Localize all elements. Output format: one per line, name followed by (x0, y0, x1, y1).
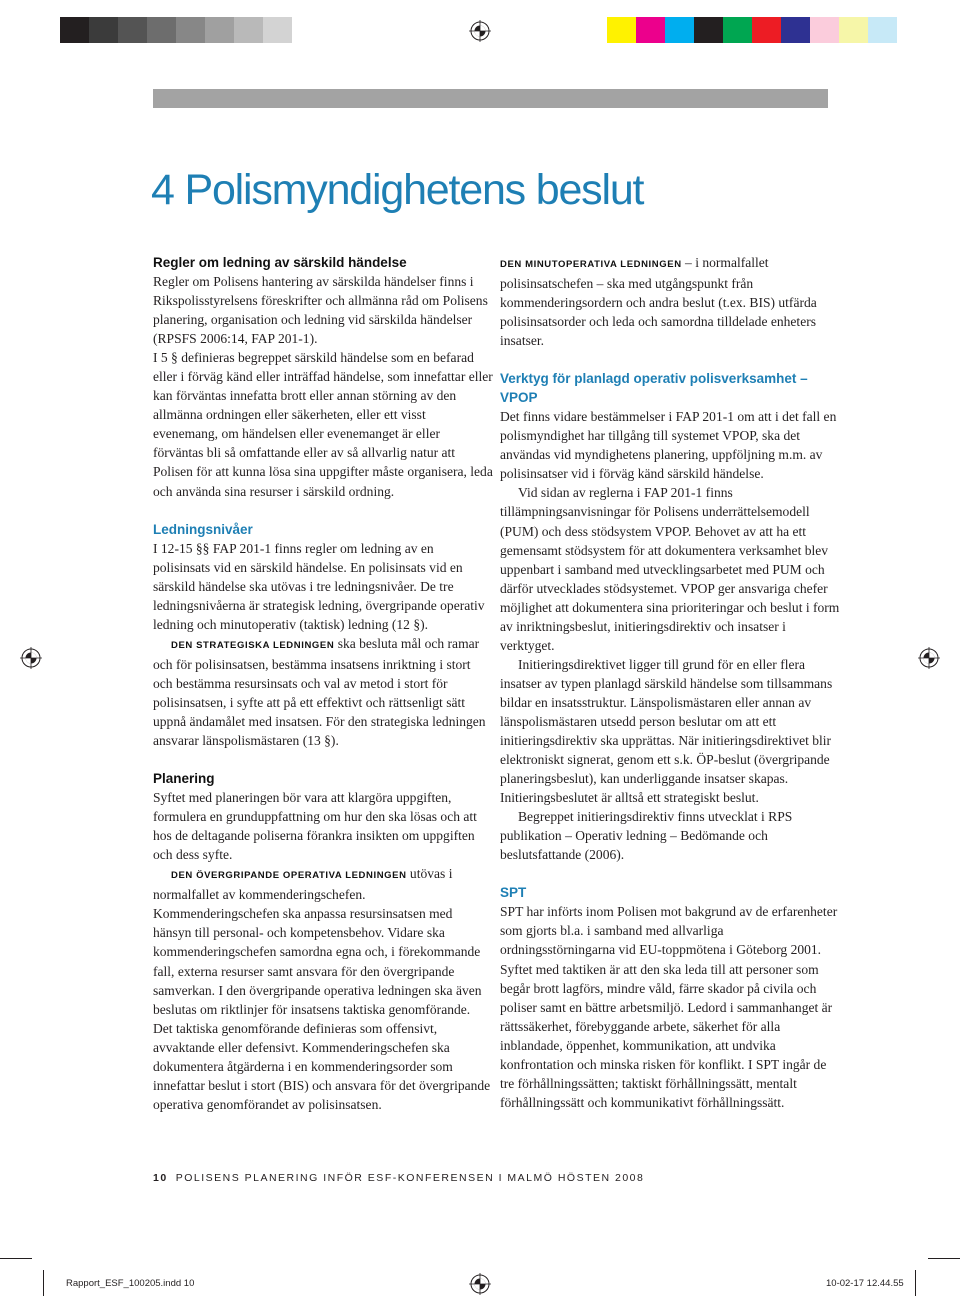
slug-filename: Rapport_ESF_100205.indd 10 (66, 1278, 195, 1289)
paragraph-regler: Regler om Polisens hantering av särskilda händelser finns i Rikspolisstyrelsens föreskrifter och allmänna råd om Polisens planering, organisation och ledning vid särskilda händelser (RPSFS 2006:14, FAP 201-1). (153, 274, 488, 347)
paragraph-overgripande (153, 864, 493, 1114)
heading-spt: SPT (500, 885, 527, 901)
color-swatch (665, 17, 694, 43)
color-swatch (694, 17, 723, 43)
paragraph-planering: Syftet med planeringen bör vara att klargöra uppgiften, formulera en grunduppfattning om hur den ska lösas och att hos de deltagande poliserna förankra insikten om uppgiften och dess syfte. (153, 790, 477, 863)
color-swatch (263, 17, 292, 43)
color-swatch (89, 17, 118, 43)
paragraph-vpop-2: Vid sidan av reglerna i FAP 201-1 finns tillämpningsanvisningar för Polisens underrättelsemodell (PUM) och dess stödsystem VPOP. Behovet av att ha ett gemensamt stödsystem för att dokumentera verksamhet blev uppenbart i samband med utvecklingsarbetet med PUM och därför utvecklades stödsystemet. VPOP ger ansvariga chefer möjlighet att dokumentera sina prioriteringar och beslut i form av inriktningsbeslut, initieringsdirektiv och insatser i verktyget. (500, 485, 840, 653)
crop-mark (0, 1258, 32, 1259)
color-swatch (118, 17, 147, 43)
text-strategiska: ska besluta mål och ramar och för polisinsatsen, bestämma insatsens inriktning i stort och bestämma resursinsats och val av metod i stort för polisinsatsen, i syfte att på ett effektivt och rättsenligt sätt uppnå ändamålet med insatsen. För den strategiska ledningen ansvarar länspolismästaren (13 §). (153, 635, 486, 749)
registration-mark-icon (469, 20, 491, 42)
color-swatch (147, 17, 176, 43)
color-swatch (205, 17, 234, 43)
paragraph-strategiska (153, 634, 493, 750)
color-swatch (810, 17, 839, 43)
registration-mark-icon (918, 647, 940, 669)
paragraph-minutoperativa (500, 253, 840, 350)
color-swatch (781, 17, 810, 43)
chapter-title: 4 Polismyndighetens beslut (151, 166, 644, 214)
color-swatch (607, 17, 636, 43)
crop-mark (915, 1270, 916, 1296)
color-swatch (868, 17, 897, 43)
smallcaps-strategiska: DEN STRATEGISKA LEDNINGEN (171, 639, 335, 651)
paragraph-vpop-3: Initieringsdirektivet ligger till grund för en eller flera insatser av typen planlagd särskild händelse som tillsammans bildar en insatsstruktur. Länspolismästaren eller annan av länspolismästaren utsedd person beslutar om att ett initieringsdirektiv ska upprättas. När initieringsdirektivet blir elektroniskt signerat, genom ett s.k. ÖP-beslut (övergripande planeringsbeslut), kan underliggande insatser skapas. Initieringsbeslutet är alltså ett strategiskt beslut. (500, 656, 833, 806)
smallcaps-overgripande: DEN ÖVERGRIPANDE OPERATIVA LEDNINGEN (171, 870, 407, 882)
color-swatch (176, 17, 205, 43)
heading-vpop: Verktyg för planlagd operativ polisverksamhet – VPOP (500, 371, 808, 406)
text-minutoperativa: – i normalfallet polisinsatschefen – ska med utgångspunkt från kommenderingsordern och andra beslut (t.ex. BIS) utfärda polisinsatsorder och leda och samordna tilldelade enheters insatser. (500, 255, 817, 349)
left-column (153, 253, 493, 1114)
running-title: POLISENS PLANERING INFÖR ESF-KONFERENSEN I MALMÖ HÖSTEN 2008 (175, 1172, 645, 1184)
text-overgripande: utövas i normalfallet av kommenderingschefen. Kommenderingschefen ska anpassa resursinsatsen med hänsyn till personal- och kompetensbehov. Vidare ska kommenderingschefen samordna egna och, i förekommande fall, externa resurser samt ansvara för den övergripande samverkan. I den övergripande operativa ledningen ska även beslutas om riktlinjer för insatsens taktiska genomförande. Det taktiska genomförande definieras som offensivt, avvaktande eller defensivt. Kommenderingschefen ska dokumentera åtgärderna i en kommenderingsorder som innefattar beslut i stort (BIS) och ansvara för det övergripande operativa genomförandet av polisinsatsen. (153, 866, 491, 1112)
color-swatch (752, 17, 781, 43)
registration-mark-icon (20, 647, 42, 669)
slug-timestamp: 10-02-17 12.44.55 (826, 1278, 904, 1289)
color-bar-right (607, 17, 897, 43)
color-swatch (636, 17, 665, 43)
crop-mark (43, 1270, 44, 1296)
paragraph-ledningsnivaer: I 12-15 §§ FAP 201-1 finns regler om ledning av en polisinsats vid en särskild händelse. En polisinsats vid en särskild händelse ska utövas i tre ledningsnivåer. De tre ledningsnivåerna är strategisk ledning, övergripande operativ ledning och minutoperativ (taktisk) ledning (12 §). (153, 540, 485, 632)
registration-mark-icon (469, 1273, 491, 1295)
right-column (500, 253, 840, 1112)
color-swatch (723, 17, 752, 43)
color-bar-left (60, 17, 292, 43)
paragraph-vpop-1: Det finns vidare bestämmelser i FAP 201-1 om att i det fall en polismyndighet har tillgång till systemet VPOP, ska det användas vid myndighetens planering, uppföljning m.m. av polisinsatser vid i förväg känd särskild händelse. (500, 409, 837, 482)
page-number: 10 (153, 1172, 168, 1184)
heading-ledningsnivaer: Ledningsnivåer (153, 521, 253, 537)
color-swatch (839, 17, 868, 43)
color-swatch (60, 17, 89, 43)
header-band (153, 89, 828, 108)
color-swatch (234, 17, 263, 43)
heading-planering: Planering (153, 771, 215, 787)
crop-mark (928, 1258, 960, 1259)
paragraph-definition: I 5 § definieras begreppet särskild händelse som en befarad eller i förväg känd eller inträffad händelse, som innefattar eller kan förväntas innefatta brott eller annan störning av den allmänna ordningen eller säkerheten, eller ett visst evenemang, om händelsen eller evenemanget är eller förväntas bli så omfattande eller av så allvarlig natur att Polisen för att kunna lösa sina uppgifter måste organisera, leda och använda sina resurser i särskild ordning. (153, 350, 493, 499)
paragraph-spt: SPT har införts inom Polisen mot bakgrund av de erfarenheter som gjorts bl.a. i samband med allvarliga ordningsstörningarna vid EU-toppmötena i Göteborg 2001. Syftet med taktiken är att den ska leda till att personer som begår brott lagförs, mindre våld, färre skador på civila och poliser samt en bättre arbetsmiljö. Ledord i sammanhanget är rättssäkerhet, förebyggande arbete, säkerhet för alla inblandade, öppenhet, kommunikation, att undvika konfrontation och minska risken för konflikt. I SPT ingår de tre förhållningssätten; taktiskt förhållningssätt, mentalt förhållningssätt och kommunikativt förhållningssätt. (500, 904, 838, 1110)
page-footer (153, 1172, 644, 1184)
paragraph-vpop-4: Begreppet initieringsdirektiv finns utvecklat i RPS publikation – Operativ ledning – Bedömande och beslutsfattande (2006). (500, 809, 793, 863)
heading-regler: Regler om ledning av särskild händelse (153, 255, 407, 270)
smallcaps-minutoperativa: DEN MINUTOPERATIVA LEDNINGEN (500, 259, 682, 270)
